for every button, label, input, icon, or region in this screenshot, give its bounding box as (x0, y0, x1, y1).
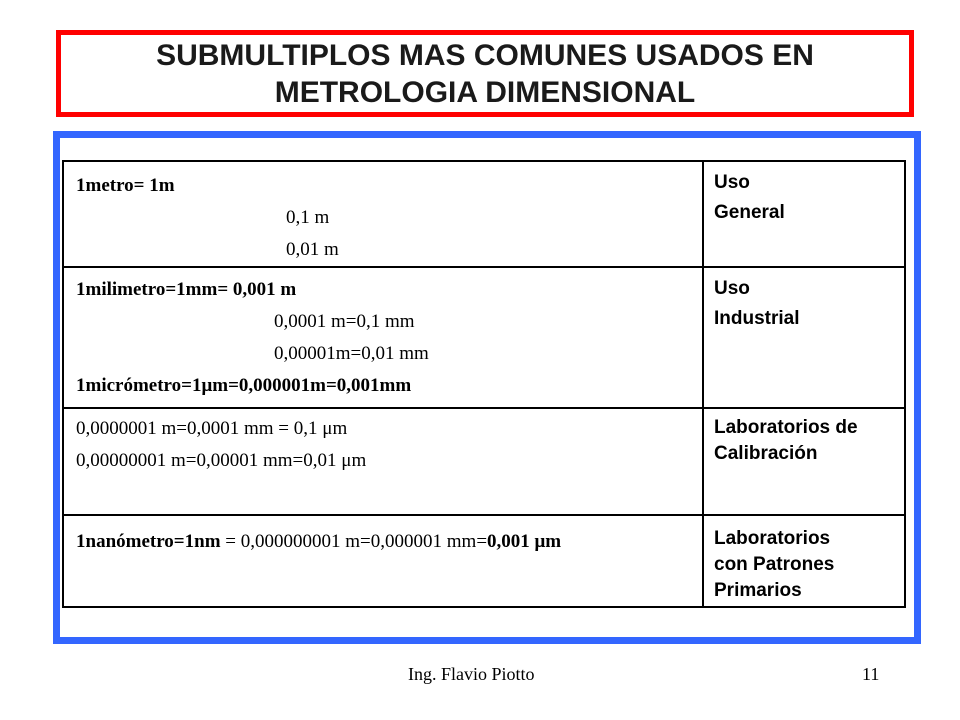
unit-line: 0,0001 m=0,1 mm (274, 311, 415, 332)
table-row (63, 408, 905, 515)
usage-label: Calibración (714, 443, 818, 464)
unit-line (76, 516, 702, 558)
title-line-1: SUBMULTIPLOS MAS COMUNES USADOS EN (156, 38, 814, 72)
table-row (63, 515, 905, 607)
table-cell-usage (703, 161, 905, 267)
table-row (63, 161, 905, 267)
usage-label: Laboratorios de (714, 417, 858, 438)
table-cell-usage (703, 267, 905, 408)
table-row (63, 267, 905, 408)
usage-label: Uso (714, 278, 750, 299)
table-cell-usage (703, 408, 905, 515)
usage-label: Uso (714, 172, 750, 193)
table-cell-units (63, 408, 703, 515)
nanometer-label: 1nanómetro=1nm (76, 531, 221, 552)
unit-line: 0,1 m (286, 207, 330, 228)
submultiples-table (62, 160, 906, 608)
unit-line: 0,0000001 m=0,0001 mm = 0,1 μm (76, 418, 348, 439)
usage-label: General (714, 202, 785, 223)
table-cell-units (63, 267, 703, 408)
table-cell-usage (703, 515, 905, 607)
page-number: 11 (862, 664, 880, 684)
title-line-2: METROLOGIA DIMENSIONAL (274, 75, 696, 109)
unit-line: 0,00001m=0,01 mm (274, 343, 429, 364)
table-cell-units (63, 161, 703, 267)
usage-label: con Patrones (714, 554, 835, 575)
usage-label: Laboratorios (714, 528, 831, 549)
title-box (56, 30, 914, 117)
unit-line: 1milimetro=1mm= 0,001 m (76, 279, 297, 300)
footer-author: Ing. Flavio Piotto (408, 664, 535, 684)
nanometer-micrometer-value: 0,001 μm (487, 531, 562, 552)
unit-line: 0,00000001 m=0,00001 mm=0,01 μm (76, 450, 367, 471)
page-title (156, 37, 814, 111)
unit-line: 1metro= 1m (76, 175, 175, 196)
nanometer-equivalence: = 0,000000001 m=0,000001 mm= (220, 531, 488, 552)
unit-line: 0,01 m (286, 239, 339, 260)
table-cell-units (63, 515, 703, 607)
usage-label: Primarios (714, 580, 802, 601)
unit-line: 1micrómetro=1μm=0,000001m=0,001mm (76, 375, 412, 396)
usage-label: Industrial (714, 308, 800, 329)
